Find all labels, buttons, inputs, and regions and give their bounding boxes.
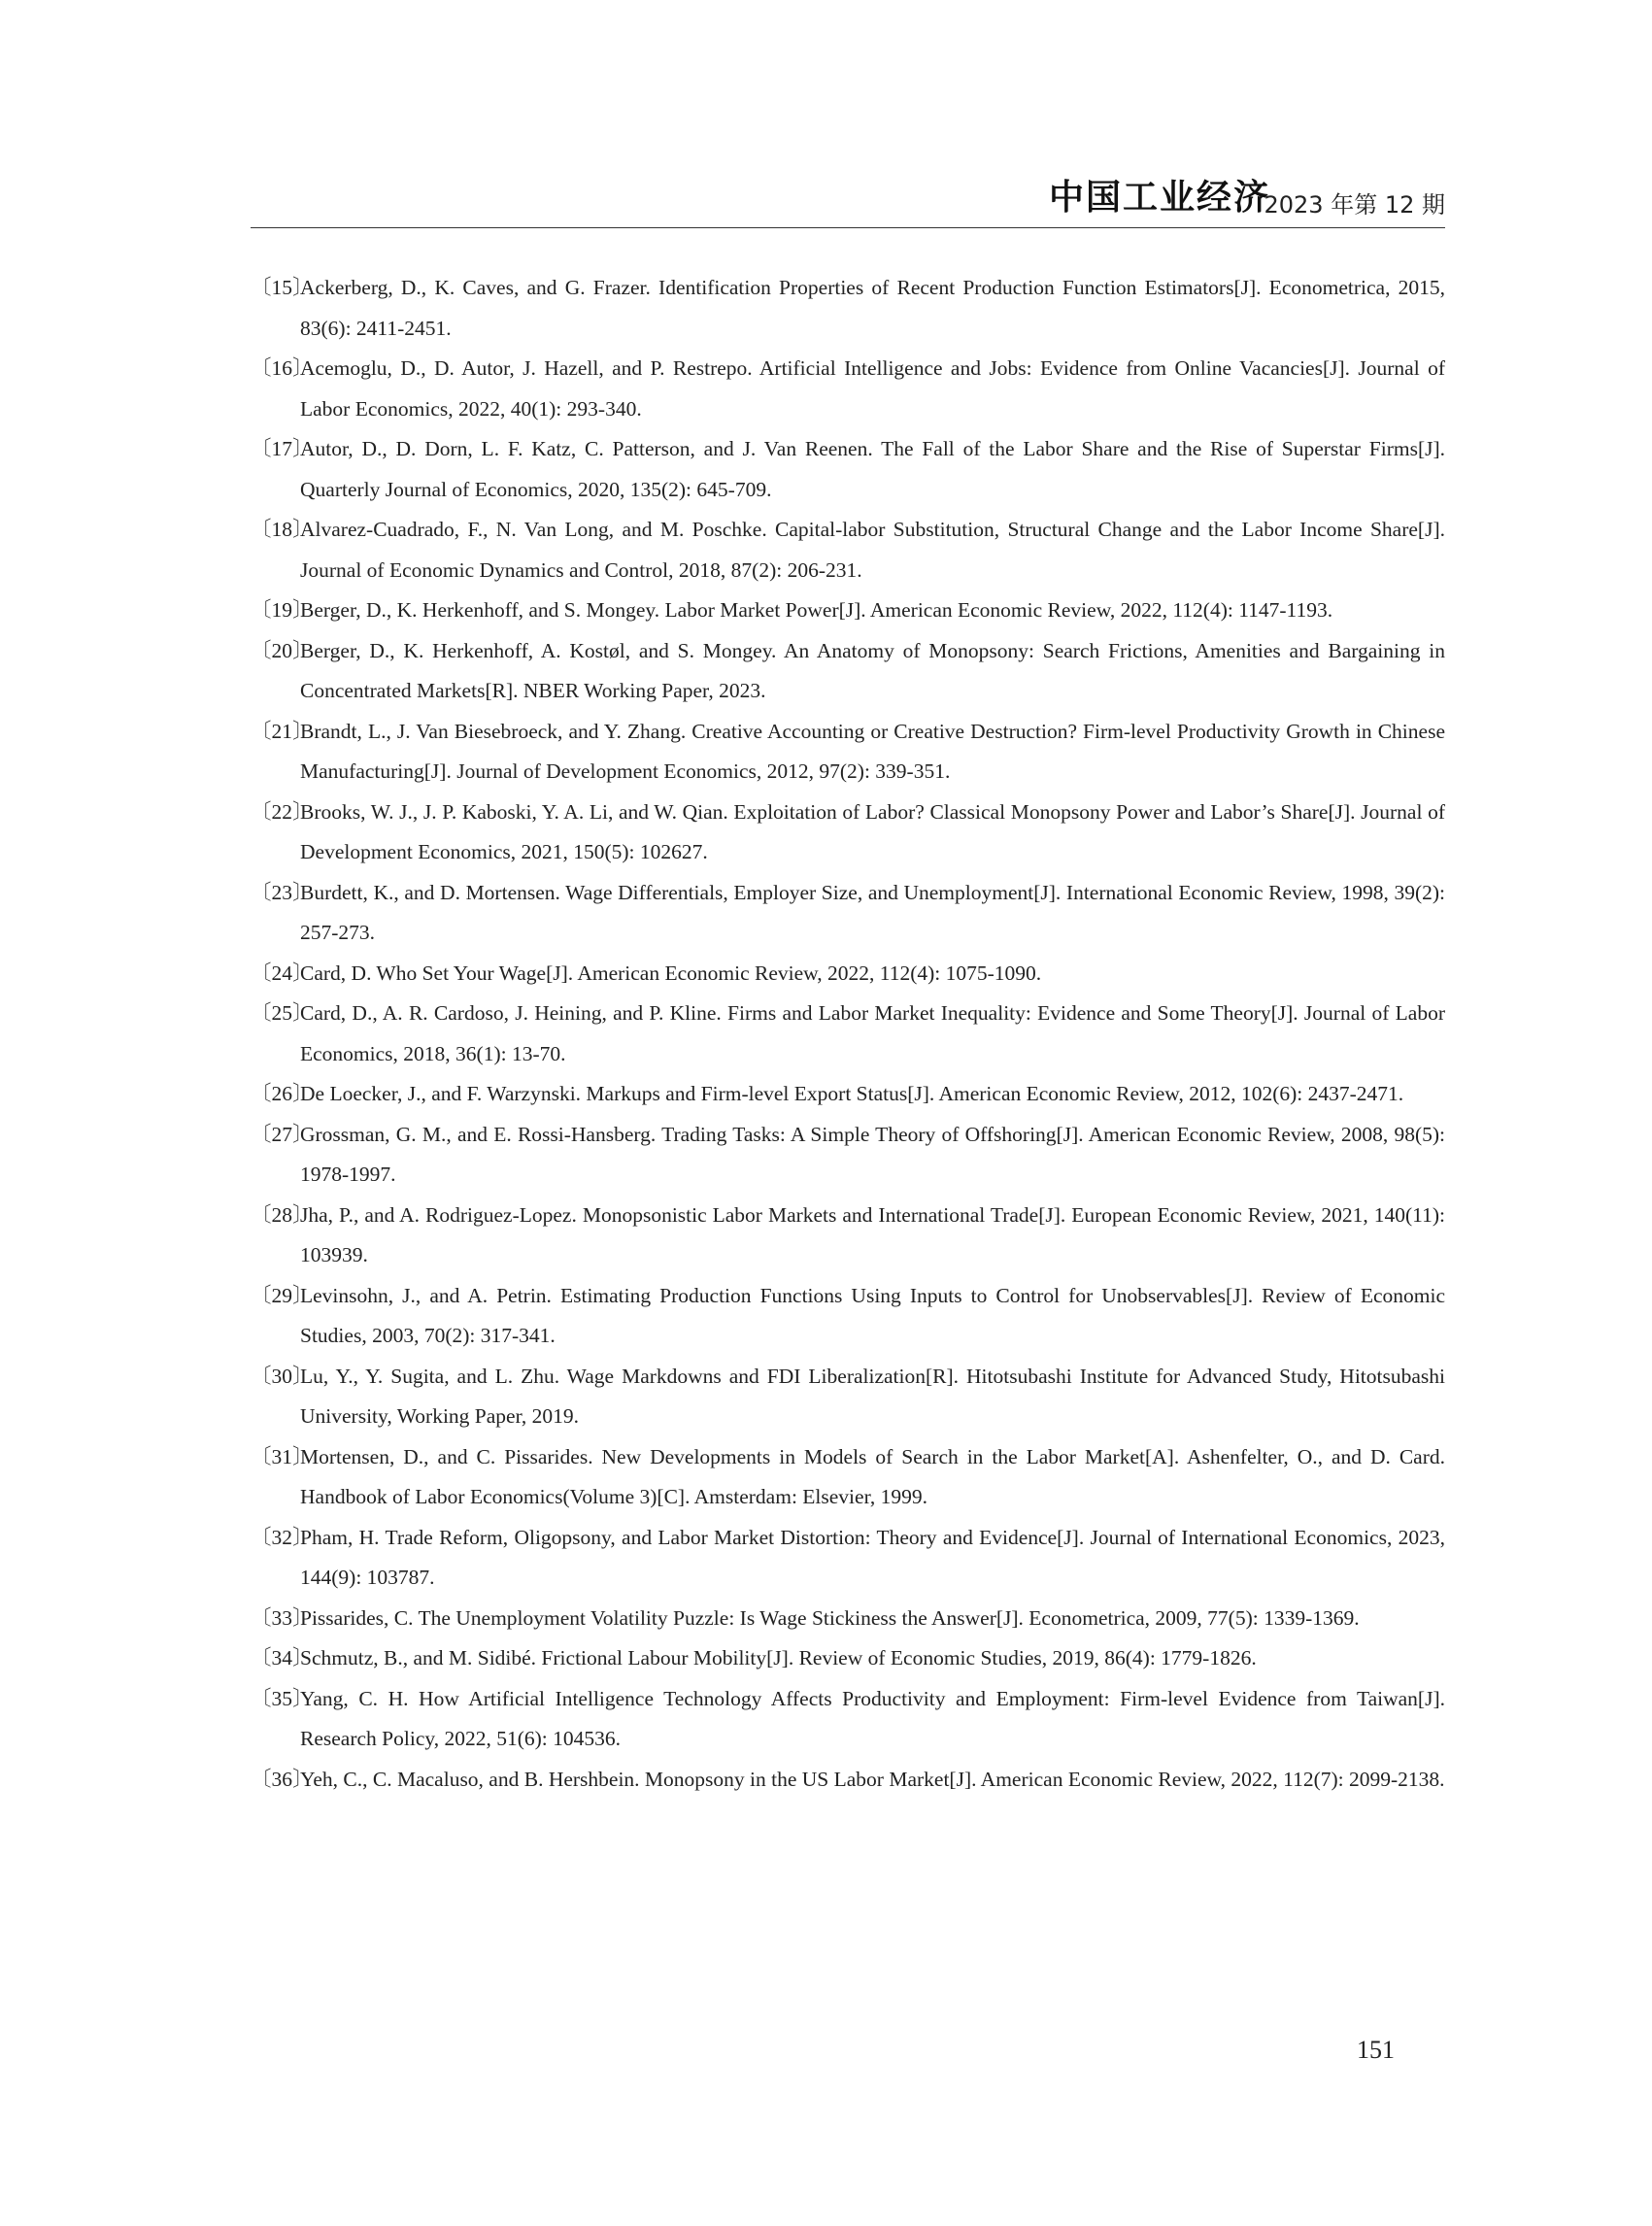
reference-number: 〔17〕 <box>251 437 314 460</box>
reference-entry <box>251 712 1445 793</box>
reference-number: 〔23〕 <box>251 880 314 904</box>
reference-entry <box>251 793 1445 873</box>
reference-entry <box>251 1276 1445 1357</box>
reference-number: 〔22〕 <box>251 799 314 824</box>
reference-number: 〔30〕 <box>251 1364 314 1388</box>
reference-text: Burdett, K., and D. Mortensen. Wage Differentials, Employer Size, and Unemployment[J]. International Economic Review, 1998, 39(2): 257-273. <box>300 880 1445 944</box>
reference-number: 〔28〕 <box>251 1202 314 1227</box>
reference-number: 〔25〕 <box>251 1001 314 1025</box>
page-number: 151 <box>1357 2036 1395 2064</box>
reference-entry <box>251 1115 1445 1196</box>
reference-number: 〔27〕 <box>251 1122 314 1146</box>
reference-entry <box>251 1599 1445 1639</box>
reference-number: 〔36〕 <box>251 1767 314 1791</box>
reference-text: Berger, D., K. Herkenhoff, A. Kostøl, and S. Mongey. An Anatomy of Monopsony: Search Frictions, Amenities and Bargaining in Concentrated Markets[R]. NBER Working Paper, 2023. <box>300 638 1445 702</box>
reference-entry <box>251 268 1445 349</box>
reference-number: 〔34〕 <box>251 1646 314 1670</box>
reference-text: Pham, H. Trade Reform, Oligopsony, and Labor Market Distortion: Theory and Evidence[J]. Journal of International Economics, 2023, 144(9): 103787. <box>300 1525 1445 1589</box>
reference-entry <box>251 994 1445 1074</box>
reference-text: Jha, P., and A. Rodriguez-Lopez. Monopsonistic Labor Markets and International Trade[J]. European Economic Review, 2021, 140(11): 103939. <box>300 1202 1445 1266</box>
reference-text: Berger, D., K. Herkenhoff, and S. Mongey. Labor Market Power[J]. American Economic Review, 2022, 112(4): 1147-1193. <box>300 598 1333 622</box>
reference-number: 〔21〕 <box>251 719 314 743</box>
issue-label: 2023 年第 12 期 <box>1264 191 1445 219</box>
reference-entry <box>251 1437 1445 1518</box>
running-header <box>251 178 1445 228</box>
reference-text: Yeh, C., C. Macaluso, and B. Hershbein. Monopsony in the US Labor Market[J]. American Economic Review, 2022, 112(7): 2099-2138. <box>300 1767 1445 1791</box>
reference-entry <box>251 1518 1445 1599</box>
reference-entry <box>251 873 1445 954</box>
reference-entry <box>251 429 1445 510</box>
reference-text: Card, D., A. R. Cardoso, J. Heining, and P. Kline. Firms and Labor Market Inequality: Evidence and Some Theory[J]. Journal of Labor Economics, 2018, 36(1): 13-70. <box>300 1001 1445 1065</box>
reference-text: Mortensen, D., and C. Pissarides. New Developments in Models of Search in the Labor Market[A]. Ashenfelter, O., and D. Card. Handbook of Labor Economics(Volume 3)[C]. Amsterdam: Elsevier, 1999. <box>300 1444 1445 1508</box>
reference-text: Levinsohn, J., and A. Petrin. Estimating Production Functions Using Inputs to Control for Unobservables[J]. Review of Economic Studies, 2003, 70(2): 317-341. <box>300 1283 1445 1347</box>
reference-number: 〔20〕 <box>251 638 314 662</box>
reference-text: Schmutz, B., and M. Sidibé. Frictional Labour Mobility[J]. Review of Economic Studies, 2019, 86(4): 1779-1826. <box>300 1646 1257 1670</box>
reference-entry <box>251 349 1445 429</box>
reference-number: 〔31〕 <box>251 1444 314 1468</box>
reference-entry <box>251 1638 1445 1679</box>
reference-text: Alvarez-Cuadrado, F., N. Van Long, and M. Poschke. Capital-labor Substitution, Structural Change and the Labor Income Share[J]. Journal of Economic Dynamics and Control, 2018, 87(2): 206-231. <box>300 518 1445 582</box>
reference-list <box>251 268 1445 1800</box>
journal-title: 中国工业经济 <box>1048 178 1270 218</box>
reference-entry <box>251 590 1445 631</box>
reference-text: Lu, Y., Y. Sugita, and L. Zhu. Wage Markdowns and FDI Liberalization[R]. Hitotsubashi Institute for Advanced Study, Hitotsubashi University, Working Paper, 2019. <box>300 1364 1445 1428</box>
reference-number: 〔26〕 <box>251 1082 314 1105</box>
reference-entry <box>251 1196 1445 1276</box>
reference-text: De Loecker, J., and F. Warzynski. Markups and Firm-level Export Status[J]. American Economic Review, 2012, 102(6): 2437-2471. <box>300 1082 1404 1105</box>
reference-entry <box>251 1760 1445 1801</box>
reference-text: Brooks, W. J., J. P. Kaboski, Y. A. Li, and W. Qian. Exploitation of Labor? Classical Monopsony Power and Labor’s Share[J]. Journal of Development Economics, 2021, 150(5): 102627. <box>300 799 1445 863</box>
reference-entry <box>251 954 1445 995</box>
reference-number: 〔18〕 <box>251 518 314 541</box>
reference-entry <box>251 1679 1445 1760</box>
reference-text: Pissarides, C. The Unemployment Volatility Puzzle: Is Wage Stickiness the Answer[J]. Econometrica, 2009, 77(5): 1339-1369. <box>300 1605 1360 1630</box>
reference-entry <box>251 1357 1445 1437</box>
reference-text: Grossman, G. M., and E. Rossi-Hansberg. Trading Tasks: A Simple Theory of Offshoring[J]. American Economic Review, 2008, 98(5): 1978-1997. <box>300 1122 1445 1186</box>
reference-number: 〔29〕 <box>251 1283 314 1307</box>
reference-text: Brandt, L., J. Van Biesebroeck, and Y. Zhang. Creative Accounting or Creative Destruction? Firm-level Productivity Growth in Chinese Manufacturing[J]. Journal of Development Economics, 2012, 97(2): 339-351. <box>300 719 1445 783</box>
reference-number: 〔15〕 <box>251 276 314 299</box>
reference-text: Yang, C. H. How Artificial Intelligence Technology Affects Productivity and Employment: Firm-level Evidence from Taiwan[J]. Research Policy, 2022, 51(6): 104536. <box>300 1686 1445 1750</box>
reference-text: Card, D. Who Set Your Wage[J]. American Economic Review, 2022, 112(4): 1075-1090. <box>300 961 1042 985</box>
reference-text: Ackerberg, D., K. Caves, and G. Frazer. Identification Properties of Recent Production Function Estimators[J]. Econometrica, 2015, 83(6): 2411-2451. <box>300 276 1445 340</box>
reference-number: 〔16〕 <box>251 356 314 380</box>
reference-number: 〔35〕 <box>251 1686 314 1710</box>
reference-entry <box>251 510 1445 590</box>
reference-text: Autor, D., D. Dorn, L. F. Katz, C. Patterson, and J. Van Reenen. The Fall of the Labor Share and the Rise of Superstar Firms[J]. Quarterly Journal of Economics, 2020, 135(2): 645-709. <box>300 437 1445 501</box>
reference-entry <box>251 631 1445 712</box>
reference-number: 〔32〕 <box>251 1525 314 1549</box>
reference-entry <box>251 1074 1445 1115</box>
reference-number: 〔19〕 <box>251 598 314 622</box>
reference-text: Acemoglu, D., D. Autor, J. Hazell, and P. Restrepo. Artificial Intelligence and Jobs: Evidence from Online Vacancies[J]. Journal of Labor Economics, 2022, 40(1): 293-340. <box>300 356 1445 421</box>
reference-number: 〔24〕 <box>251 961 314 985</box>
reference-number: 〔33〕 <box>251 1605 314 1630</box>
